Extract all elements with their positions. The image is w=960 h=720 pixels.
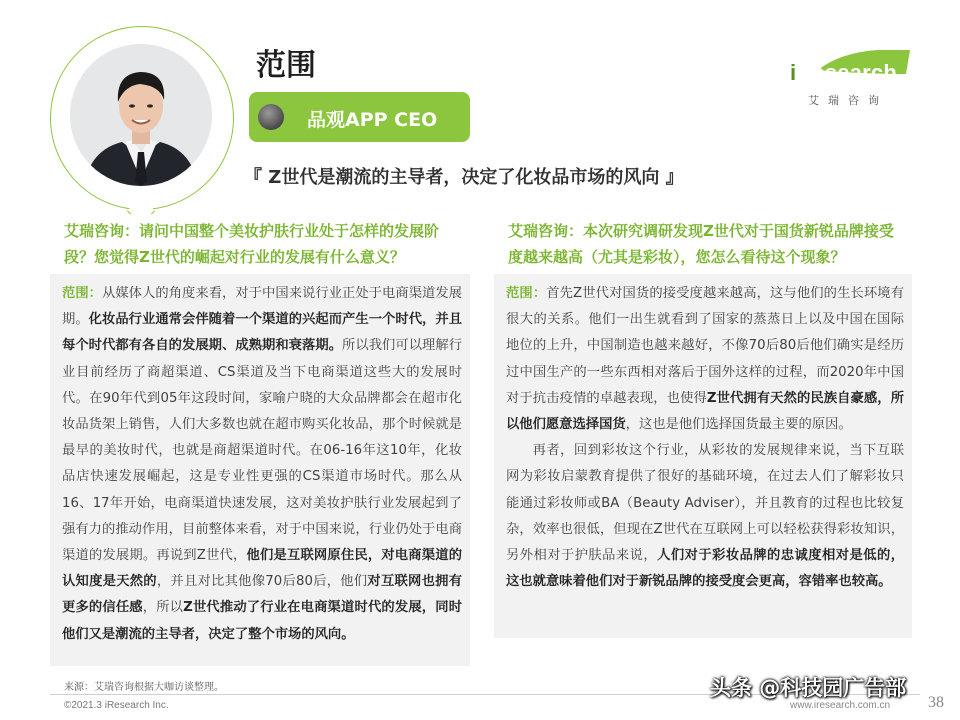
watermark: 头条 @科技园广告部 <box>710 676 907 700</box>
question-left: 艾瑞咨询：请问中国整个美妆护肤行业处于怎样的发展阶段？您觉得Z世代的崛起对行业的发展有什么意义？ <box>50 214 470 270</box>
answer-speaker-tag: 范围： <box>62 286 103 301</box>
speaker-name: 范围 <box>256 48 316 83</box>
speaker-portrait <box>70 44 212 186</box>
badge-knob-icon <box>258 104 284 130</box>
answer-right: 范围：首先Z世代对国货的接受度越来越高，这与他们的生长环境有很大的关系。他们一出生就看到了国家的蒸蒸日上以及中国在国际地位的上升，中国制造也越来越好，不像70后80后他们确实是经历过中国生产的一些东西相对落后于国外这样的过程，而2020年中国对于抗击疫情的卓越表现，也使得Z世代拥有天然的民族自豪感，所以他们愿意选择国货，这也是他们选择国货最主要的原因。 再者，回到彩妆这个行业，从彩妆的发展规律来说，当下互联网为彩妆启蒙教育提供了很好的基础环境，在过去人们了解彩妆只能通过彩妆师或BA（Beauty Adviser），并且教育的过程也比较复杂，效率也很低，但现在Z世代在互联网上可以轻松获得彩妆知识，另外相对于护肤品来说，人们对于彩妆品牌的忠诚度相对是低的，这也就意味着他们对于新锐品牌的接受度会更高，容错率也较高。 <box>494 274 912 638</box>
source-note: 来源：艾瑞咨询根据大咖访谈整理。 <box>64 682 224 693</box>
website-link[interactable]: www.iresearch.com.cn <box>790 700 891 711</box>
logo-wordmark: iResearch <box>790 60 897 85</box>
headline-quote: 『 Z世代是潮流的主导者，决定了化妆品市场的风向 』 <box>244 167 684 188</box>
interview-column-left <box>50 214 470 666</box>
speaker-title-badge <box>249 92 470 142</box>
speaker-title: 品观APP CEO <box>307 109 438 131</box>
question-right: 艾瑞咨询：本次研究调研发现Z世代对于国货新锐品牌接受度越来越高（尤其是彩妆），您怎么看待这个现象？ <box>494 214 914 270</box>
copyright: ©2021.3 iResearch Inc. <box>64 700 169 711</box>
page-number: 38 <box>928 694 944 711</box>
iresearch-logo <box>790 50 920 110</box>
logo-subtitle: 艾瑞咨询 <box>808 94 888 107</box>
answer-speaker-tag: 范围： <box>506 286 547 301</box>
answer-left: 范围：从媒体人的角度来看，对于中国来说行业正处于电商渠道发展期。化妆品行业通常会伴随着一个渠道的兴起而产生一个时代，并且每个时代都有各自的发展期、成熟期和衰落期。所以我们可以理解行业目前经历了商超渠道、CS渠道及当下电商渠道这些大的发展时代。在90年代到05年这段时间，家喻户晓的大众品牌都会在超市化妆品货架上销售，人们大多数也就在超市购买化妆品，那个时候就是最早的美妆时代，也就是商超渠道时代。在06-16年这10年，化妆品店快速发展崛起，这是专业性更强的CS渠道市场时代。那么从16、17年开始，电商渠道快速发展，这对美妆护肤行业发展起到了强有力的推动作用，目前整体来看，对于中国来说，行业仍处于电商渠道的发展期。再说到Z世代，他们是互联网原住民，对电商渠道的认知度是天然的，并且对比其他像70后80后，他们对互联网也拥有更多的信任感，所以Z世代推动了行业在电商渠道时代的发展，同时他们又是潮流的主导者，决定了整个市场的风向。 <box>50 274 470 666</box>
interview-column-right <box>494 214 914 638</box>
